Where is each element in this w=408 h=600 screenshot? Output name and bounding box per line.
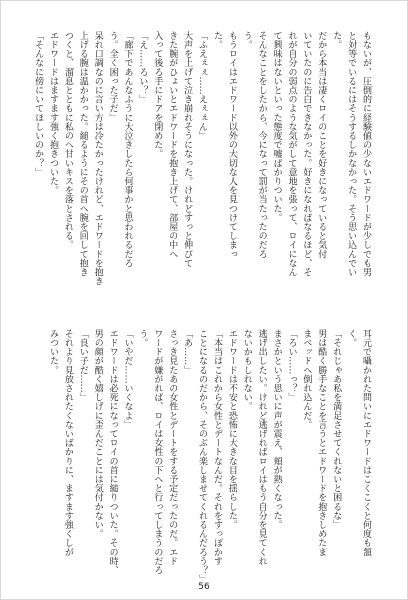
- text-line: 「本当はこれから女性とデートなんだ。それをすっぽかす: [211, 329, 222, 566]
- text-line: 「あ……」: [182, 329, 193, 375]
- text-line: もないが、圧倒的に経験値の少ないエドワードが少しでも男: [361, 31, 371, 277]
- text-line: 「それじゃあ私を満足させてくれないと困るな」: [331, 329, 342, 530]
- text-line: 上げる腕は温かかった。縋るようにその首へ腕を回して抱き: [77, 31, 88, 277]
- text-line: だから本当は凄くロイのことを好きになっていると気付: [316, 31, 327, 259]
- text-line: 「廊下であんなふうに大泣きしたら何事かと思われるだろ: [122, 31, 133, 268]
- text-line: 「いやだ……いくなよ」: [122, 329, 133, 430]
- text-line: さっき見たあの女性とデートをする予定だったのだ。エド: [167, 329, 178, 566]
- text-line: エドワードはますます強く抱きついた。: [47, 31, 58, 195]
- text-line: ないかもしれない。: [241, 329, 252, 411]
- text-line: エドワードは不安と恐怖に大きな目を揺らした。: [226, 329, 237, 530]
- text-line: まベッドへ倒れ込んだ。: [301, 329, 312, 430]
- text-line: て興味はないといった態度で嘘ばかりついた。: [271, 31, 282, 223]
- text-line: う。: [137, 329, 148, 348]
- text-line: 男は酷く勝手なことを言うとエドワードを抱きしめたま: [316, 329, 327, 557]
- text-line: 「そんなに傍にいてほしいのか？」: [33, 31, 44, 177]
- text-line: そんなことをしたから、今になって罰が当たったのだろ: [256, 31, 267, 259]
- text-line: 逃げ出したい。けれど逃げればロイはもう自分を見てくれ: [256, 329, 267, 566]
- text-line: ことになるのだから、そのぶん楽しませてくれるんだろう？」: [197, 329, 208, 584]
- text-line: 男の顔が酷く嬉しげに歪んだことには気付かない。: [92, 329, 103, 539]
- text-line: みついた。: [47, 329, 58, 375]
- text-line: く。: [346, 329, 357, 348]
- text-line: エドワードは必死になってロイの首に縋りついた。その時、: [107, 329, 118, 575]
- text-line: いていたのに告白できなかった。好きになればなるほど、そ: [301, 31, 312, 277]
- text-line: う。全く困った子だ」: [107, 31, 118, 122]
- text-line: 「ろい……っ？」: [286, 329, 297, 402]
- text-line: た。: [331, 31, 342, 50]
- text-line: た。: [211, 31, 222, 50]
- text-line: 「ふえぇぇ……えぇぇん」: [197, 31, 208, 141]
- text-line: 入って後ろ手にドアを閉めた。: [152, 31, 163, 159]
- text-line: ワードが嫌がれば、ロイは女性の下へと行ってしまうのだろ: [152, 329, 163, 575]
- bottom-text-block: [39, 329, 373, 584]
- top-text-block: [33, 31, 373, 303]
- text-line: 呆れ口調なのに言い方は冷たかったけれど、エドワードを抱き: [92, 31, 103, 286]
- page-number: 56: [198, 582, 210, 592]
- text-line: それより見放されたくないばかりに、ますます強くしが: [62, 329, 73, 557]
- text-line: つくと、溜息とともに私のヘ甘いキスを落とされる。: [62, 31, 73, 250]
- text-line: 大声を上げて泣き崩れそうになった。けれどすっと伸びて: [182, 31, 193, 268]
- text-line: もうロイはエドワード以外の大切な人を見つけてしまっ: [226, 31, 237, 259]
- text-line: 耳元で囁かれた問いにエドワードはこくこくと何度も頷: [361, 329, 371, 557]
- text-line: 「良い子だ……」: [77, 329, 88, 402]
- text-line: う。: [241, 31, 252, 50]
- text-line: まさかという思いに声が震え、頬が熱くなった。: [271, 329, 282, 530]
- text-line: きた腕がひょいとエドワードを抱き上げて、部屋の中へ: [167, 31, 178, 259]
- text-line: 「え……ろい？」: [137, 31, 148, 104]
- text-line: と対等でいるにはそうするしかなかった。そう思い込んでい: [346, 31, 357, 277]
- text-line: れが自分の弱点のような気がして意地を張って、ロイになん: [286, 31, 297, 277]
